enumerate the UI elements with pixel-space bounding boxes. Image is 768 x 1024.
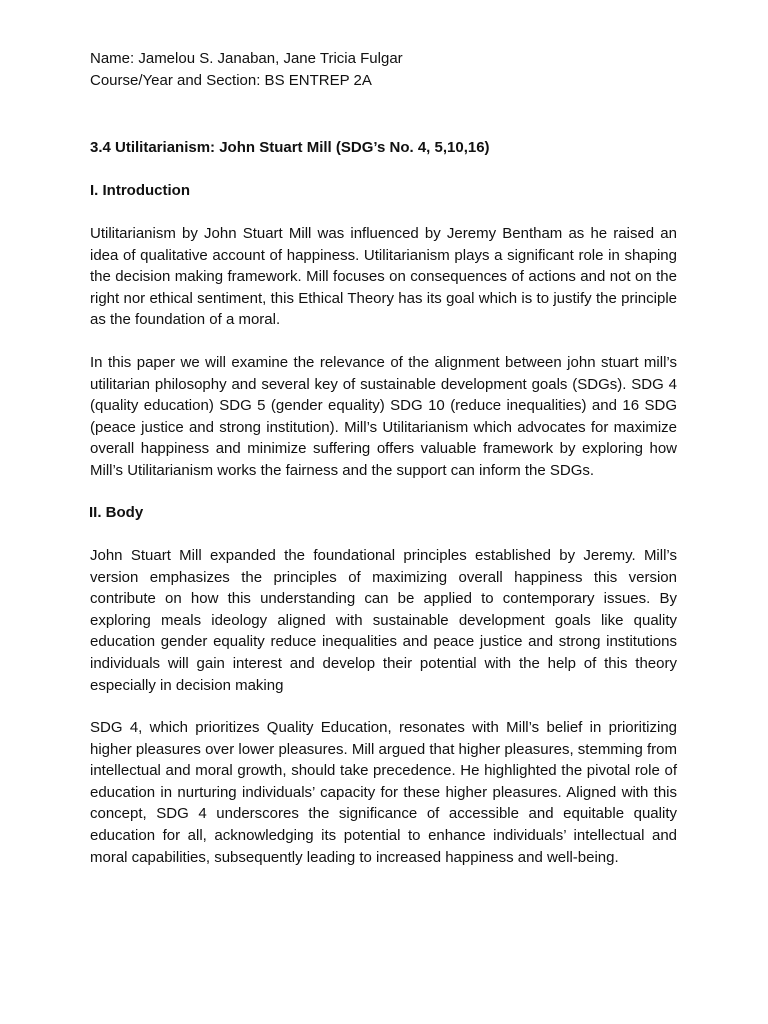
paragraph-introduction-2: In this paper we will examine the relevance of the alignment between john stuart mill’s utilitarian philosophy and several key of sustainable development goals (SDGs). SDG 4 (quality education) SDG 5 (gender equality) SDG 10 (reduce inequalities) and 16 SDG (peace justice and strong institution). Mill’s Utilitarianism which advocates for maximize overall happiness and minimize suffering offers valuable framework by exploring how Mill’s Utilitarianism works the fairness and the support can inform the SDGs. [90,354,677,479]
author-names: Name: Jamelou S. Janaban, Jane Tricia Fulgar [90,50,403,67]
section-heading-body: II. Body [89,504,144,521]
course-section: Course/Year and Section: BS ENTREP 2A [90,72,372,89]
paragraph-body-2: SDG 4, which prioritizes Quality Education, resonates with Mill’s belief in prioritizing higher pleasures over lower pleasures. Mill argued that higher pleasures, stemming from intellectual and moral growth, should take precedence. He highlighted the pivotal role of education in nurturing individuals’ capacity for these higher pleasures. Aligned with this concept, SDG 4 underscores the significance of accessible and equitable quality education for all, acknowledging its potential to enhance individuals’ intellectual and moral capabilities, subsequently leading to increased happiness and well-being. [90,719,677,866]
document-title: 3.4 Utilitarianism: John Stuart Mill (SDG’s No. 4, 5,10,16) [90,139,490,156]
section-heading-introduction: I. Introduction [90,182,190,199]
paragraph-introduction-1: Utilitarianism by John Stuart Mill was influenced by Jeremy Bentham as he raised an idea of qualitative account of happiness. Utilitarianism plays a significant role in shaping the decision making framework. Mill focuses on consequences of actions and not on the right nor ethical sentiment, this Ethical Theory has its goal which is to justify the principle as the foundation of a moral. [90,225,677,329]
paragraph-body-1: John Stuart Mill expanded the foundational principles established by Jeremy. Mill’s version emphasizes the principles of maximizing overall happiness this version contribute on how this understanding can be applied to contemporary issues. By exploring meals ideology aligned with sustainable development goals like quality education gender equality reduce inequalities and peace justice and strong institutions individuals will gain interest and develop their potential with the help of this theory especially in decision making [90,547,677,694]
